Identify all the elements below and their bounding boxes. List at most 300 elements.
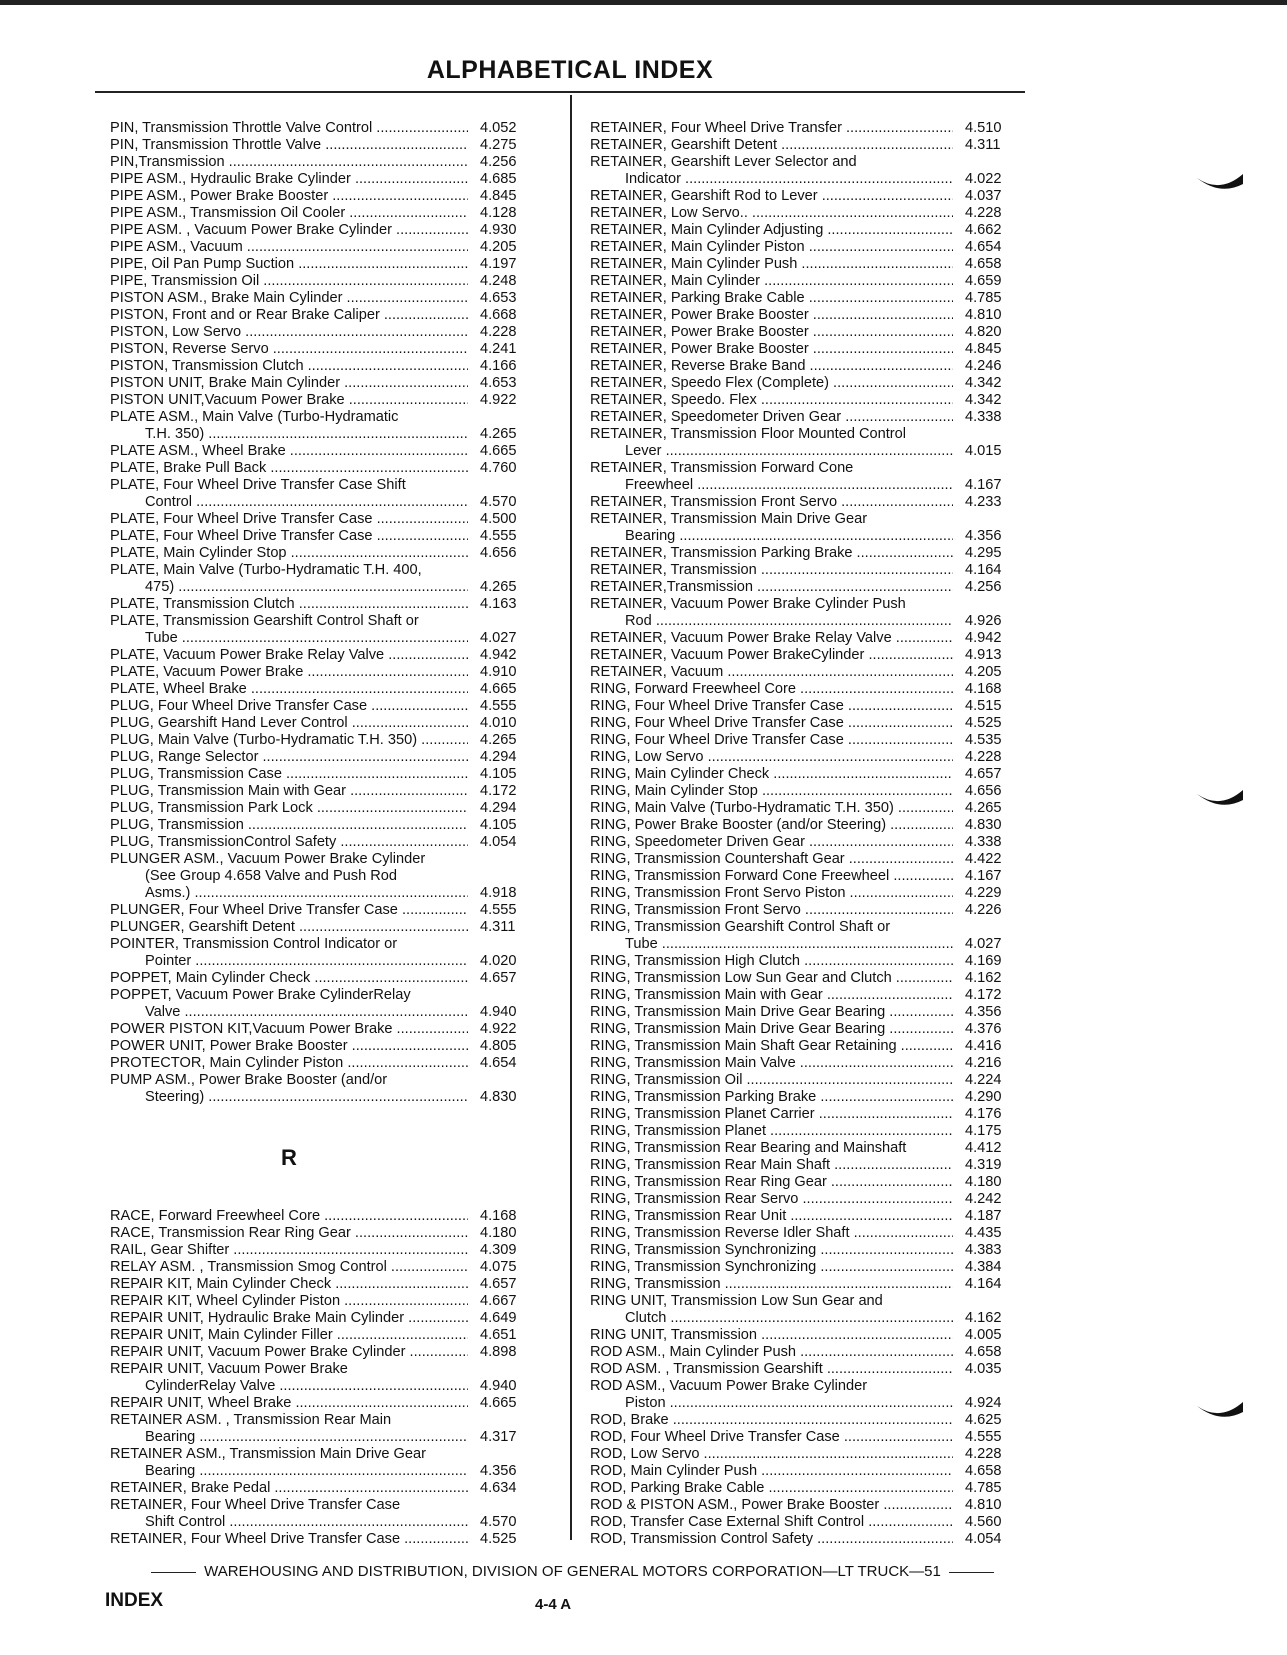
- index-entry: [110, 1208, 575, 1225]
- entry-group-number: 4.338: [965, 409, 1002, 425]
- entry-group-number: 4.422: [965, 851, 1002, 867]
- entry-text: RETAINER, Transmission Forward Cone: [590, 460, 854, 476]
- entry-text: RING, Transmission Planet Carrier .....: [590, 1106, 953, 1123]
- index-entry: [590, 902, 1060, 919]
- index-entry: [110, 647, 575, 664]
- entry-group-number: 4.657: [480, 1276, 517, 1292]
- index-entry: [590, 409, 1060, 426]
- entry-group-number: 4.256: [480, 154, 517, 170]
- entry-text: POWER PISTON KIT,Vacuum Power Brake .....: [110, 1021, 468, 1038]
- index-entry: [590, 171, 1060, 188]
- index-entry: [110, 732, 575, 749]
- entry-text: PLATE ASM., Main Valve (Turbo-Hydramatic: [110, 409, 399, 425]
- entry-group-number: 4.930: [480, 222, 517, 238]
- entry-text: RING, Transmission Forward Cone Freewheel .....: [590, 868, 953, 885]
- index-entry: [110, 460, 575, 477]
- entry-text: PISTON, Front and or Rear Brake Caliper .....: [110, 307, 468, 324]
- index-entry: [110, 681, 575, 698]
- entry-text: Bearing .....: [110, 1429, 468, 1446]
- entry-group-number: 4.845: [965, 341, 1002, 357]
- entry-text: RACE, Forward Freewheel Core .....: [110, 1208, 468, 1225]
- index-entry: [110, 392, 575, 409]
- index-entry: [110, 154, 575, 171]
- entry-text: RING, Transmission Rear Main Shaft .....: [590, 1157, 953, 1174]
- entry-group-number: 4.256: [965, 579, 1002, 595]
- entry-text: Pointer .....: [110, 953, 468, 970]
- entry-text: ROD, Parking Brake Cable .....: [590, 1480, 953, 1497]
- entry-text: RETAINER ASM. , Transmission Rear Main: [110, 1412, 392, 1428]
- entry-text: REPAIR UNIT, Hydraulic Brake Main Cylinder .....: [110, 1310, 468, 1327]
- footer-dash-right: [949, 1572, 994, 1573]
- index-entry: [110, 1225, 575, 1242]
- entry-group-number: 4.275: [480, 137, 517, 153]
- index-entry: [590, 630, 1060, 647]
- entry-group-number: 4.913: [965, 647, 1002, 663]
- entry-text: RING, Transmission Main Shaft Gear Retaining .....: [590, 1038, 953, 1055]
- entry-text: RING, Four Wheel Drive Transfer Case .....: [590, 698, 953, 715]
- index-entry: [110, 1429, 575, 1446]
- entry-text: PLUG, Transmission Case .....: [110, 766, 468, 783]
- entry-group-number: 4.667: [480, 1293, 517, 1309]
- entry-text: REPAIR KIT, Wheel Cylinder Piston .....: [110, 1293, 468, 1310]
- index-entry: [590, 239, 1060, 256]
- entry-text: RING, Transmission Front Servo Piston .....: [590, 885, 953, 902]
- entry-group-number: 4.500: [480, 511, 517, 527]
- index-entry: [590, 1429, 1060, 1446]
- entry-text: Valve .....: [110, 1004, 468, 1021]
- entry-text: 475) .....: [110, 579, 468, 596]
- entry-group-number: 4.172: [965, 987, 1002, 1003]
- entry-text: RING, Transmission Front Servo .....: [590, 902, 953, 919]
- entry-text: PLUG, Range Selector .....: [110, 749, 468, 766]
- entry-group-number: 4.376: [965, 1021, 1002, 1037]
- entry-group-number: 4.229: [965, 885, 1002, 901]
- entry-group-number: 4.295: [965, 545, 1002, 561]
- footer-line: [95, 1563, 1050, 1580]
- index-entry: [590, 987, 1060, 1004]
- right-column: [590, 120, 1060, 1548]
- entry-text: RETAINER, Main Cylinder Piston .....: [590, 239, 953, 256]
- index-entry: [590, 1038, 1060, 1055]
- entry-text: PLATE, Four Wheel Drive Transfer Case .....: [110, 528, 468, 545]
- index-entry: [590, 749, 1060, 766]
- entry-group-number: 4.830: [965, 817, 1002, 833]
- entry-text: PROTECTOR, Main Cylinder Piston .....: [110, 1055, 468, 1072]
- entry-group-number: 4.525: [480, 1531, 517, 1547]
- entry-text: RETAINER, Main Cylinder .....: [590, 273, 953, 290]
- entry-text: RETAINER, Transmission Floor Mounted Control: [590, 426, 907, 442]
- entry-group-number: 4.760: [480, 460, 517, 476]
- entry-group-number: 4.356: [965, 528, 1002, 544]
- entry-text: PISTON, Transmission Clutch .....: [110, 358, 468, 375]
- entry-text: PISTON UNIT, Brake Main Cylinder .....: [110, 375, 468, 392]
- entry-group-number: 4.228: [965, 749, 1002, 765]
- entry-text: REPAIR UNIT, Vacuum Power Brake: [110, 1361, 348, 1377]
- entry-text: RETAINER, Power Brake Booster .....: [590, 324, 953, 341]
- entry-text: PISTON UNIT,Vacuum Power Brake .....: [110, 392, 468, 409]
- entry-text: RETAINER, Vacuum Power Brake Cylinder Push: [590, 596, 906, 612]
- entry-text: RING, Main Valve (Turbo-Hydramatic T.H. 350) .....: [590, 800, 953, 817]
- index-entry: [590, 1463, 1060, 1480]
- index-entry: [110, 698, 575, 715]
- index-entry: [590, 681, 1060, 698]
- entry-group-number: 4.105: [480, 766, 517, 782]
- entry-text: T.H. 350) .....: [110, 426, 468, 443]
- index-entry: [110, 1497, 575, 1514]
- entry-text: RETAINER, Four Wheel Drive Transfer Case .....: [110, 1531, 468, 1548]
- entry-group-number: 4.054: [480, 834, 517, 850]
- index-entry: [110, 1344, 575, 1361]
- entry-text: RETAINER, Four Wheel Drive Transfer Case: [110, 1497, 401, 1513]
- entry-group-number: 4.246: [965, 358, 1002, 374]
- entry-text: PIPE ASM., Transmission Oil Cooler .....: [110, 205, 468, 222]
- entry-group-number: 4.942: [480, 647, 517, 663]
- entry-group-number: 4.022: [965, 171, 1002, 187]
- index-entry: [590, 1225, 1060, 1242]
- entry-text: PLATE, Main Valve (Turbo-Hydramatic T.H. 400,: [110, 562, 422, 578]
- binder-hole-mark: [1195, 788, 1245, 810]
- entry-group-number: 4.180: [480, 1225, 517, 1241]
- entry-group-number: 4.169: [965, 953, 1002, 969]
- entry-text: REPAIR UNIT, Vacuum Power Brake Cylinder .....: [110, 1344, 468, 1361]
- entry-text: RING, Transmission Countershaft Gear .....: [590, 851, 953, 868]
- entry-text: Tube .....: [590, 936, 953, 953]
- entry-text: ROD, Transfer Case External Shift Control .....: [590, 1514, 953, 1531]
- entry-group-number: 4.163: [480, 596, 517, 612]
- entry-text: Steering) .....: [110, 1089, 468, 1106]
- entry-text: PLUG, Main Valve (Turbo-Hydramatic T.H. 350) .....: [110, 732, 468, 749]
- index-entry: [110, 851, 575, 868]
- entry-group-number: [468, 936, 575, 953]
- entry-group-number: 4.172: [480, 783, 517, 799]
- entry-text: PLUG, Four Wheel Drive Transfer Case .....: [110, 698, 468, 715]
- index-entry: [110, 868, 575, 885]
- index-entry: [110, 137, 575, 154]
- entry-group-number: 4.662: [965, 222, 1002, 238]
- entry-group-number: [468, 868, 575, 885]
- entry-group-number: 4.224: [965, 1072, 1002, 1088]
- entry-group-number: 4.342: [965, 375, 1002, 391]
- entry-text: PIN, Transmission Throttle Valve Control .....: [110, 120, 468, 137]
- entry-text: RETAINER, Main Cylinder Push .....: [590, 256, 953, 273]
- entry-group-number: 4.037: [965, 188, 1002, 204]
- index-entry: [110, 817, 575, 834]
- entry-group-number: [468, 1412, 575, 1429]
- entry-text: RETAINER, Power Brake Booster .....: [590, 341, 953, 358]
- index-entry: [590, 1293, 1060, 1310]
- index-entry: [110, 919, 575, 936]
- entry-group-number: 4.242: [965, 1191, 1002, 1207]
- entry-group-number: 4.942: [965, 630, 1002, 646]
- entry-group-number: [953, 154, 1060, 171]
- entry-group-number: 4.241: [480, 341, 517, 357]
- index-entry: [110, 613, 575, 630]
- entry-group-number: 4.265: [480, 732, 517, 748]
- entry-group-number: 4.319: [965, 1157, 1002, 1173]
- entry-text: RETAINER, Transmission Parking Brake .....: [590, 545, 953, 562]
- index-entry: [110, 1327, 575, 1344]
- entry-text: RETAINER, Vacuum Power Brake Relay Valve .....: [590, 630, 953, 647]
- index-entry: [110, 171, 575, 188]
- entry-text: PLATE, Transmission Gearshift Control Shaft or: [110, 613, 419, 629]
- entry-group-number: 4.164: [965, 562, 1002, 578]
- entry-text: RING, Transmission Rear Bearing and Mainshaft: [590, 1140, 907, 1156]
- entry-group-number: 4.653: [480, 290, 517, 306]
- entry-text: PIPE, Transmission Oil .....: [110, 273, 468, 290]
- entry-group-number: [953, 1378, 1060, 1395]
- entry-group-number: 4.560: [965, 1514, 1002, 1530]
- entry-group-number: 4.910: [480, 664, 517, 680]
- entry-group-number: 4.658: [965, 256, 1002, 272]
- entry-text: RELAY ASM. , Transmission Smog Control .....: [110, 1259, 468, 1276]
- entry-group-number: 4.356: [480, 1463, 517, 1479]
- index-entry: [590, 1123, 1060, 1140]
- entry-group-number: 4.216: [965, 1055, 1002, 1071]
- section-label: INDEX: [105, 1590, 164, 1611]
- entry-group-number: 4.657: [965, 766, 1002, 782]
- index-entry: [590, 1089, 1060, 1106]
- entry-group-number: 4.654: [965, 239, 1002, 255]
- entry-group-number: 4.435: [965, 1225, 1002, 1241]
- entry-group-number: 4.658: [965, 1463, 1002, 1479]
- index-entry: [590, 766, 1060, 783]
- entry-group-number: [468, 851, 575, 868]
- entry-text: CylinderRelay Valve .....: [110, 1378, 468, 1395]
- index-entry: [110, 834, 575, 851]
- entry-text: RETAINER, Vacuum Power BrakeCylinder .....: [590, 647, 953, 664]
- entry-group-number: [953, 511, 1060, 528]
- index-entry: [590, 1446, 1060, 1463]
- entry-text: RETAINER, Vacuum .....: [590, 664, 953, 681]
- entry-text: Rod .....: [590, 613, 953, 630]
- index-entry: [590, 1531, 1060, 1548]
- title-rule: [95, 91, 1025, 93]
- entry-text: PISTON, Low Servo .....: [110, 324, 468, 341]
- entry-text: PIPE, Oil Pan Pump Suction .....: [110, 256, 468, 273]
- entry-group-number: 4.105: [480, 817, 517, 833]
- entry-group-number: 4.265: [480, 426, 517, 442]
- entry-text: RING, Transmission Rear Servo .....: [590, 1191, 953, 1208]
- index-entry: [590, 1004, 1060, 1021]
- entry-text: PLUG, Gearshift Hand Lever Control .....: [110, 715, 468, 732]
- index-entry: [590, 1072, 1060, 1089]
- entry-group-number: [953, 596, 1060, 613]
- entry-group-number: 4.785: [965, 290, 1002, 306]
- entry-group-number: 4.940: [480, 1004, 517, 1020]
- entry-text: RAIL, Gear Shifter .....: [110, 1242, 468, 1259]
- index-entry: [590, 341, 1060, 358]
- entry-group-number: 4.416: [965, 1038, 1002, 1054]
- index-entry: [110, 375, 575, 392]
- entry-group-number: 4.265: [965, 800, 1002, 816]
- entry-text: RING, Transmission Main Drive Gear Bearing .....: [590, 1004, 953, 1021]
- entry-group-number: [953, 426, 1060, 443]
- entry-group-number: 4.668: [480, 307, 517, 323]
- entry-text: Indicator .....: [590, 171, 953, 188]
- index-entry: [590, 1208, 1060, 1225]
- entry-text: PLUNGER, Gearshift Detent .....: [110, 919, 468, 936]
- index-entry: [590, 596, 1060, 613]
- index-entry: [590, 1344, 1060, 1361]
- entry-text: REPAIR KIT, Main Cylinder Check .....: [110, 1276, 468, 1293]
- entry-text: RING, Transmission Synchronizing .....: [590, 1259, 953, 1276]
- index-entry: [110, 341, 575, 358]
- index-entry: [110, 358, 575, 375]
- index-entry: [110, 1072, 575, 1089]
- index-entry: [590, 800, 1060, 817]
- entry-group-number: [468, 1446, 575, 1463]
- index-entry: [590, 1310, 1060, 1327]
- entry-group-number: [468, 1072, 575, 1089]
- index-entry: [110, 1480, 575, 1497]
- entry-group-number: 4.052: [480, 120, 517, 136]
- entry-text: RETAINER, Speedometer Driven Gear .....: [590, 409, 953, 426]
- entry-text: ROD, Four Wheel Drive Transfer Case .....: [590, 1429, 953, 1446]
- index-entry: [110, 1038, 575, 1055]
- index-entry: [590, 1395, 1060, 1412]
- entry-group-number: 4.658: [965, 1344, 1002, 1360]
- entry-text: RETAINER, Four Wheel Drive Transfer .....: [590, 120, 953, 137]
- entry-text: RING, Transmission Main with Gear .....: [590, 987, 953, 1004]
- entry-group-number: 4.309: [480, 1242, 517, 1258]
- left-column: [110, 120, 575, 1548]
- entry-group-number: 4.205: [480, 239, 517, 255]
- entry-group-number: 4.175: [965, 1123, 1002, 1139]
- index-entry: [590, 970, 1060, 987]
- top-border-line: [0, 0, 1287, 5]
- index-entry: [590, 664, 1060, 681]
- entry-group-number: 4.665: [480, 1395, 517, 1411]
- entry-text: RETAINER, Speedo Flex (Complete) .....: [590, 375, 953, 392]
- entry-group-number: 4.168: [965, 681, 1002, 697]
- entry-group-number: 4.356: [965, 1004, 1002, 1020]
- index-entry: [110, 664, 575, 681]
- entry-text: RETAINER, Brake Pedal .....: [110, 1480, 468, 1497]
- entry-group-number: 4.228: [965, 1446, 1002, 1462]
- index-entry: [110, 902, 575, 919]
- entry-group-number: 4.926: [965, 613, 1002, 629]
- entry-text: Bearing .....: [590, 528, 953, 545]
- entry-text: RETAINER, Gearshift Rod to Lever .....: [590, 188, 953, 205]
- index-entry: [110, 1242, 575, 1259]
- entry-group-number: 4.176: [965, 1106, 1002, 1122]
- index-entry: [590, 392, 1060, 409]
- entry-text: RING, Transmission Main Drive Gear Bearing .....: [590, 1021, 953, 1038]
- index-entry: [110, 766, 575, 783]
- entry-group-number: 4.785: [965, 1480, 1002, 1496]
- entry-group-number: [468, 987, 575, 1004]
- entry-group-number: 4.162: [965, 1310, 1002, 1326]
- index-entry: [110, 511, 575, 528]
- entry-text: PIN,Transmission .....: [110, 154, 468, 171]
- entry-text: RING, Main Cylinder Stop .....: [590, 783, 953, 800]
- entry-text: ROD, Transmission Control Safety .....: [590, 1531, 953, 1548]
- index-entry: [590, 1276, 1060, 1293]
- entry-group-number: 4.167: [965, 477, 1002, 493]
- entry-text: Shift Control .....: [110, 1514, 468, 1531]
- index-entry: [590, 953, 1060, 970]
- entry-group-number: 4.228: [480, 324, 517, 340]
- entry-text: RETAINER, Transmission Main Drive Gear: [590, 511, 868, 527]
- entry-text: PIPE ASM., Vacuum .....: [110, 239, 468, 256]
- entry-group-number: 4.197: [480, 256, 517, 272]
- entry-group-number: [468, 477, 575, 494]
- entry-group-number: 4.294: [480, 749, 517, 765]
- entry-group-number: 4.515: [965, 698, 1002, 714]
- index-entry: [110, 579, 575, 596]
- index-entry: [590, 358, 1060, 375]
- entry-group-number: 4.525: [965, 715, 1002, 731]
- entry-group-number: 4.570: [480, 1514, 517, 1530]
- entry-group-number: 4.311: [965, 137, 1001, 153]
- index-entry: [590, 613, 1060, 630]
- entry-text: PLATE, Main Cylinder Stop .....: [110, 545, 468, 562]
- index-entry: [110, 1378, 575, 1395]
- footer-text: WAREHOUSING AND DISTRIBUTION, DIVISION OF GENERAL MOTORS CORPORATION—LT TRUCK—51: [204, 1563, 941, 1580]
- entry-group-number: 4.898: [480, 1344, 517, 1360]
- index-entry: [110, 1293, 575, 1310]
- entry-group-number: 4.075: [480, 1259, 517, 1275]
- index-entry: [590, 324, 1060, 341]
- index-entry: [590, 579, 1060, 596]
- index-entry: [110, 953, 575, 970]
- entry-text: RING, Transmission .....: [590, 1276, 953, 1293]
- entry-text: PLUNGER ASM., Vacuum Power Brake Cylinder: [110, 851, 426, 867]
- entry-group-number: 4.035: [965, 1361, 1002, 1377]
- index-entry: [110, 205, 575, 222]
- entry-text: RING, Transmission Main Valve .....: [590, 1055, 953, 1072]
- entry-text: RING, Low Servo .....: [590, 749, 953, 766]
- entry-text: RING, Transmission Oil .....: [590, 1072, 953, 1089]
- index-entry: [110, 494, 575, 511]
- entry-text: PLATE, Wheel Brake .....: [110, 681, 468, 698]
- entry-group-number: 4.167: [965, 868, 1002, 884]
- entry-group-number: 4.570: [480, 494, 517, 510]
- entry-text: RING, Transmission High Clutch .....: [590, 953, 953, 970]
- entry-group-number: 4.555: [480, 528, 517, 544]
- entry-text: REPAIR UNIT, Main Cylinder Filler .....: [110, 1327, 468, 1344]
- index-entry: [590, 307, 1060, 324]
- index-entry: [590, 188, 1060, 205]
- entry-group-number: 4.342: [965, 392, 1002, 408]
- index-entry: [110, 749, 575, 766]
- index-entry: [590, 1361, 1060, 1378]
- entry-text: PLATE ASM., Wheel Brake .....: [110, 443, 468, 460]
- index-entry: [590, 1480, 1060, 1497]
- index-entry: [110, 324, 575, 341]
- index-entry: [110, 528, 575, 545]
- index-entry: [590, 647, 1060, 664]
- index-entry: [110, 1514, 575, 1531]
- page-number: 4-4 A: [535, 1596, 572, 1613]
- entry-group-number: 4.830: [480, 1089, 517, 1105]
- entry-text: RING, Transmission Parking Brake .....: [590, 1089, 953, 1106]
- entry-text: Bearing .....: [110, 1463, 468, 1480]
- index-entry: [590, 1174, 1060, 1191]
- entry-group-number: 4.922: [480, 1021, 517, 1037]
- entry-group-number: 4.187: [965, 1208, 1002, 1224]
- entry-text: PLUG, Transmission .....: [110, 817, 468, 834]
- entry-text: ROD ASM., Main Cylinder Push .....: [590, 1344, 953, 1361]
- entry-text: RING UNIT, Transmission .....: [590, 1327, 953, 1344]
- index-entry: [590, 1514, 1060, 1531]
- index-entry: [590, 545, 1060, 562]
- entry-group-number: 4.654: [480, 1055, 517, 1071]
- entry-group-number: 4.162: [965, 970, 1002, 986]
- entry-text: PIPE ASM., Power Brake Booster .....: [110, 188, 468, 205]
- entry-group-number: 4.311: [480, 919, 516, 935]
- entry-text: PIPE ASM., Hydraulic Brake Cylinder .....: [110, 171, 468, 188]
